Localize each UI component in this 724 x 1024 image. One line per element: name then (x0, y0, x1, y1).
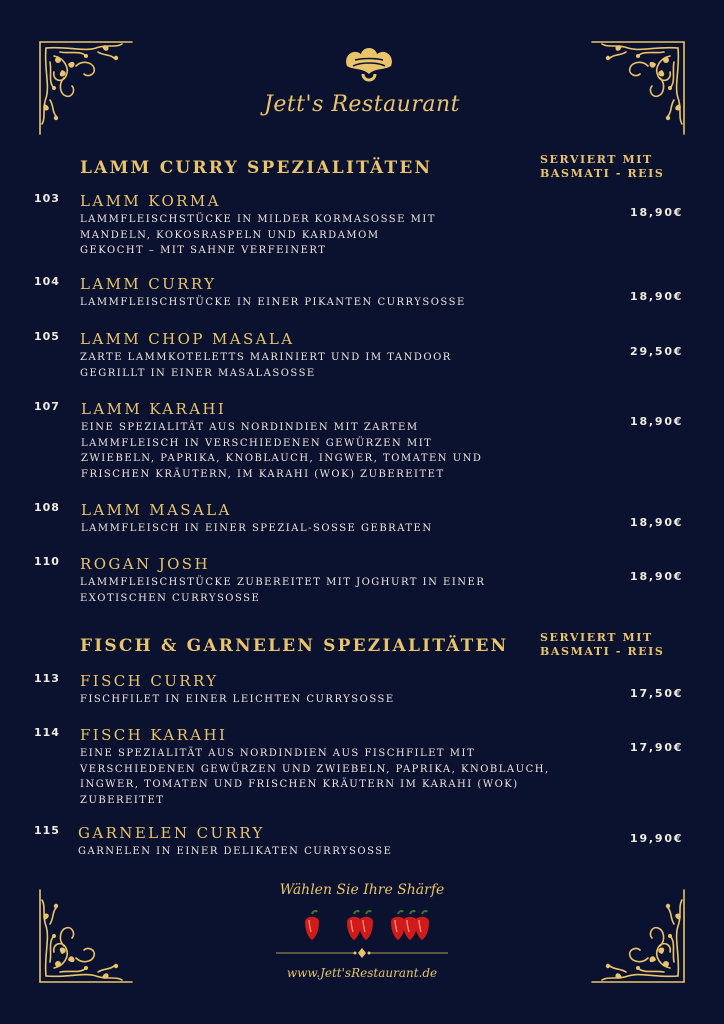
item-description (81, 521, 433, 537)
chili-pepper-icon (391, 911, 405, 940)
description-line: ZUBEREITET (80, 794, 165, 806)
item-name: GARNELEN CURRY (78, 824, 265, 842)
description-line: EXOTISCHEN CURRYSOSSE (80, 592, 261, 604)
item-number: 103 (34, 192, 60, 205)
serving-note-line: SERVIERT MIT (540, 153, 653, 166)
item-number: 107 (34, 400, 60, 413)
section-serving-note (540, 153, 664, 181)
item-price: 18,90€ (630, 290, 684, 303)
item-description (80, 295, 466, 311)
item-name: LAMM MASALA (81, 501, 232, 519)
corner-ornament-icon (36, 886, 136, 986)
description-line: LAMMFLEISCHSTÜCKE IN EINER PIKANTEN CURRYSOSSE (80, 297, 466, 308)
item-price: 18,90€ (630, 206, 684, 219)
description-line: ZARTE LAMMKOTELETTS MARINIERT UND IM TANDOOR (80, 352, 452, 363)
spice-levels (300, 908, 430, 944)
spice-level-title: Wählen Sie Ihre Shärfe (279, 882, 445, 898)
item-name: LAMM CURRY (80, 275, 217, 293)
description-line: EINE SPEZIALITÄT AUS NORDINDIEN MIT ZARTEM (81, 422, 419, 433)
serving-note-line: BASMATI - REIS (540, 167, 665, 180)
chili-pepper-icon (305, 911, 319, 940)
item-number: 115 (34, 824, 60, 837)
item-description (80, 350, 452, 381)
item-name: ROGAN JOSH (80, 555, 210, 573)
description-line: INGWER, TOMATEN UND FRISCHEN KRÄUTERN IM KARAHI (WOK) (80, 779, 519, 790)
description-line: FISCHFILET IN EINER LEICHTEN CURRYSOSSE (80, 694, 395, 705)
item-price: 17,50€ (630, 687, 684, 700)
chili-pepper-icon (403, 911, 417, 940)
item-price: 29,50€ (630, 345, 684, 358)
item-name: LAMM KARAHI (81, 400, 227, 418)
corner-ornament-icon (588, 886, 688, 986)
description-line: LAMMFLEISCH IN VERSCHIEDENEN GEWÜRZEN MIT (81, 437, 433, 449)
description-line: FRISCHEN KRÄUTERN, IM KARAHI (WOK) ZUBEREITET (81, 468, 445, 480)
description-line: GEGRILLT IN EINER MASALASOSSE (80, 367, 316, 379)
item-number: 114 (34, 726, 60, 739)
chili-pepper-icon (347, 911, 361, 940)
item-price: 18,90€ (630, 516, 684, 529)
item-name: LAMM CHOP MASALA (80, 330, 295, 348)
item-description (80, 212, 436, 259)
item-number: 108 (34, 501, 60, 514)
serving-note-line: BASMATI - REIS (540, 645, 665, 658)
description-line: LAMMFLEISCH IN EINER SPEZIAL-SOSSE GEBRATEN (81, 523, 433, 534)
section-title: FISCH & GARNELEN SPEZIALITÄTEN (80, 636, 509, 656)
item-number: 105 (34, 330, 60, 343)
section-serving-note (540, 631, 664, 659)
item-price: 17,90€ (630, 741, 684, 754)
description-line: ZWIEBELN, PAPRIKA, KNOBLAUCH, INGWER, TOMATEN UND (81, 453, 483, 464)
chili-pepper-icon (359, 911, 373, 940)
corner-ornament-icon (36, 38, 136, 138)
item-number: 110 (34, 555, 60, 568)
chef-hat-icon (341, 44, 397, 88)
description-line: VERSCHIEDENEN GEWÜRZEN UND ZWIEBELN, PAPRIKA, KNOBLAUCH, (80, 763, 550, 775)
website-url: www.Jett'sRestaurant.de (286, 966, 438, 980)
item-name: FISCH CURRY (80, 672, 219, 690)
serving-note-line: SERVIERT MIT (540, 631, 653, 644)
item-name: FISCH KARAHI (80, 726, 228, 744)
item-name: LAMM KORMA (80, 192, 221, 210)
corner-ornament-icon (588, 38, 688, 138)
description-line: LAMMFLEISCHSTÜCKE ZUBEREITET MIT JOGHURT IN EINER (80, 577, 486, 588)
ornamental-divider-icon (276, 948, 448, 958)
item-description (78, 844, 392, 860)
item-description (80, 692, 395, 708)
restaurant-name: Jett's Restaurant (264, 92, 460, 117)
item-price: 18,90€ (630, 415, 684, 428)
description-line: GEKOCHT – MIT SAHNE VERFEINERT (80, 245, 327, 256)
item-number: 104 (34, 275, 60, 288)
chili-pepper-icon (415, 911, 429, 940)
description-line: GARNELEN IN EINER DELIKATEN CURRYSOSSE (78, 846, 393, 857)
description-line: MANDELN, KOKOSRASPELN UND KARDAMOM (80, 229, 380, 241)
section-title: LAMM CURRY SPEZIALITÄTEN (80, 158, 433, 178)
item-description (80, 575, 485, 606)
item-number: 113 (34, 672, 60, 685)
item-description (81, 420, 482, 482)
item-description (80, 746, 550, 808)
item-price: 19,90€ (630, 832, 684, 845)
description-line: EINE SPEZIALITÄT AUS NORDINDIEN AUS FISCHFILET MIT (80, 748, 476, 759)
item-price: 18,90€ (630, 570, 684, 583)
description-line: LAMMFLEISCHSTÜCKE IN MILDER KORMASOSSE MIT (80, 214, 436, 225)
